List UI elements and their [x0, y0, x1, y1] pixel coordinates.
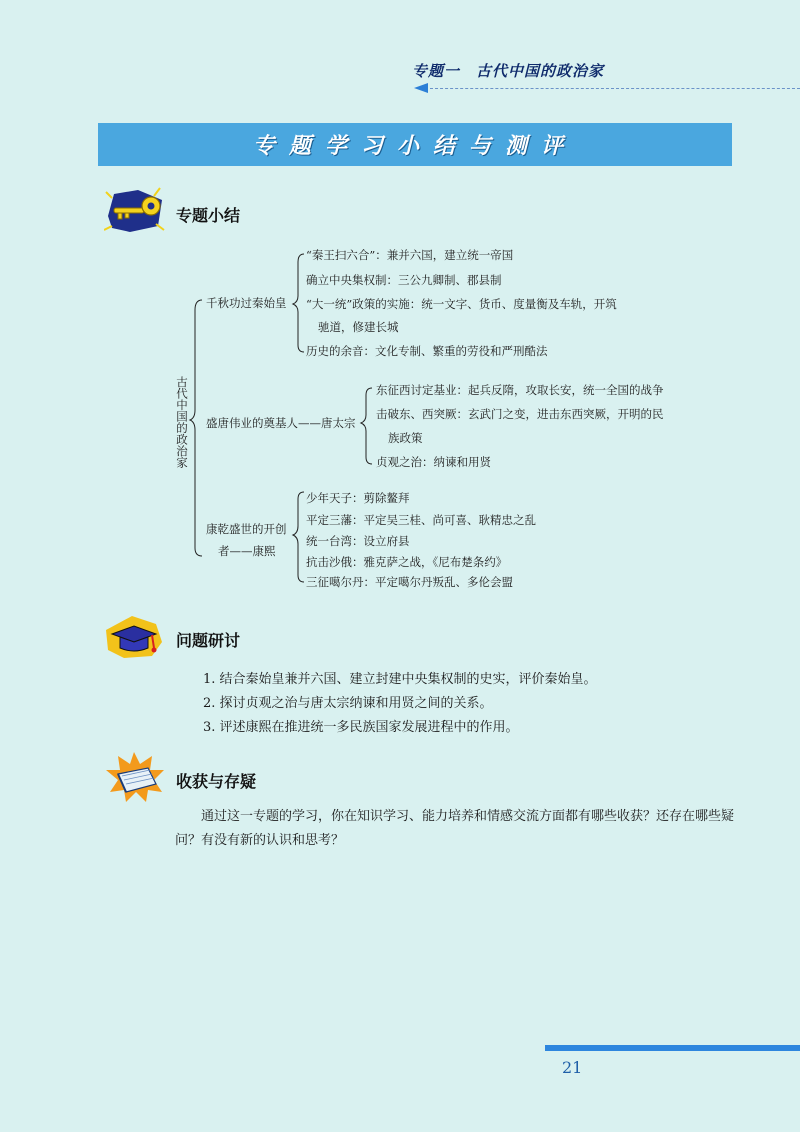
branch-item: “大一统”政策的实施：统一文字、货币、度量衡及车轨，开筑 [306, 297, 617, 311]
notebook-burst-icon [104, 752, 166, 802]
branch-item: 抗击沙俄：雅克萨之战，《尼布楚条约》 [306, 555, 508, 569]
branch-item: 统一台湾：设立府县 [306, 534, 410, 548]
summary-heading: 专题小结 [176, 206, 241, 225]
branch-item: 历史的余音：文化专制、繁重的劳役和严刑酷法 [306, 344, 548, 358]
branch-label: 者——康熙 [218, 544, 276, 558]
branch-item: 驰道，修建长城 [318, 320, 399, 334]
question-item: 2. 探讨贞观之治与唐太宗纳谏和用贤之间的关系。 [203, 696, 493, 711]
running-header-title: 专题一 古代中国的政治家 [412, 62, 605, 80]
branch-item: 贞观之治：纳谏和用贤 [376, 455, 491, 469]
branch-item: 族政策 [388, 431, 423, 445]
page-number: 21 [562, 1058, 583, 1077]
question-item: 1. 结合秦始皇兼并六国、建立封建中央集权制的史实，评价秦始皇。 [203, 672, 597, 687]
reflection-heading: 收获与存疑 [176, 772, 257, 791]
branch-item: 确立中央集权制：三公九卿制、郡县制 [306, 273, 502, 287]
graduation-cap-icon [102, 612, 164, 662]
branch-item: 三征噶尔丹：平定噶尔丹叛乱、多伦会盟 [306, 575, 513, 589]
branch-item: 平定三藩：平定吴三桂、尚可喜、耿精忠之乱 [306, 513, 536, 527]
footer-bar [545, 1045, 800, 1051]
mind-map-root: 古代中国的政治家 [175, 376, 189, 468]
branch-item: 东征西讨定基业：起兵反隋，攻取长安，统一全国的战争 [376, 383, 664, 397]
questions-heading: 问题研讨 [176, 631, 241, 650]
branch-item: 击破东、西突厥：玄武门之变，进击东西突厥，开明的民 [376, 407, 664, 421]
branch-label: 千秋功过秦始皇 [206, 296, 287, 310]
section-title: 专题学习小结与测评 [252, 134, 577, 159]
branch-item: 少年天子：剪除鳌拜 [306, 491, 410, 505]
branch-label: 康乾盛世的开创 [206, 522, 287, 536]
branch-label: 盛唐伟业的奠基人——唐太宗 [206, 416, 356, 430]
reflection-paragraph: 通过这一专题的学习，你在知识学习、能力培养和情感交流方面都有哪些收获？还存在哪些疑问？有没有新的认识和思考？ [175, 809, 735, 848]
branch-item: “秦王扫六合”：兼并六国，建立统一帝国 [306, 248, 514, 262]
question-item: 3. 评述康熙在推进统一多民族国家发展进程中的作用。 [203, 720, 519, 735]
